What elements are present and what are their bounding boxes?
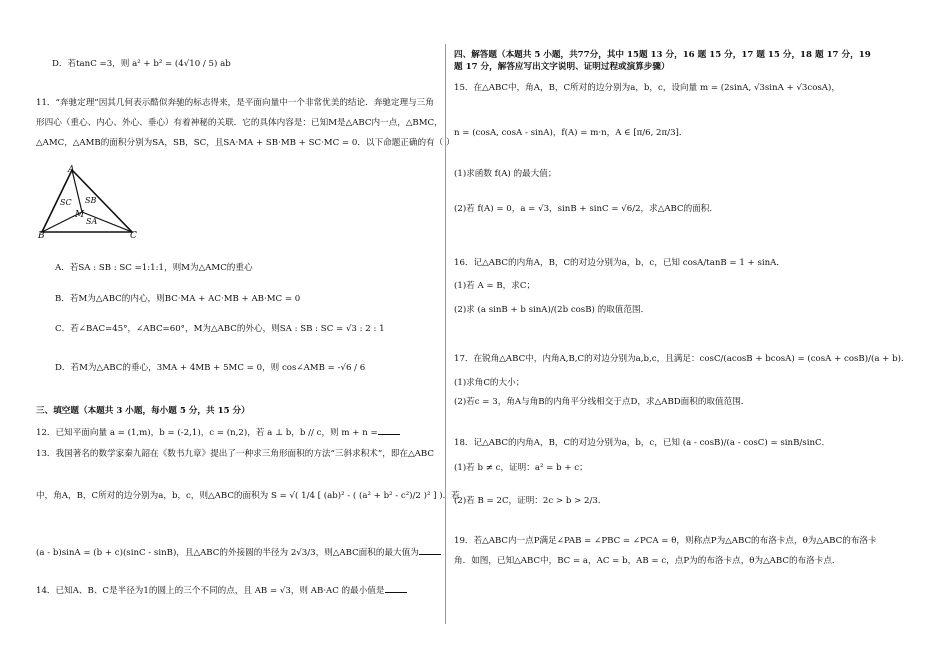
question-17-part-1: (1)求角C的大小； — [454, 378, 525, 388]
question-11-line-1: 11．“奔驰定理”因其几何表示酷似奔驰的标志得来，是平面向量中一个非常优美的结论．奔驰定理与三角 — [36, 98, 434, 108]
column-divider — [445, 44, 446, 624]
question-18-part-1: (1)若 b ≠ c，证明：a² = b + c； — [454, 463, 588, 473]
question-19-line-2: 角．如图，已知△ABC中，BC = a，AC = b，AB = c，点P为的布洛卡点，θ为△ABC的布洛卡点． — [454, 556, 841, 566]
question-16-part-1: (1)若 A = B，求C； — [454, 281, 536, 291]
question-17-line-1: 17．在锐角△ABC中，内角A,B,C的对边分别为a,b,c，且满足：cosC/(acosB + bcosA) = (cosA + cosB)/(a + b)． — [454, 354, 910, 364]
question-11-line-2: 形四心（重心、内心、外心、垂心）有着神秘的关联．它的具体内容是：已知M是△ABC内一点，△BMC， — [36, 118, 443, 128]
option-b: B．若M为△ABC的内心，则BC·MA + AC·MB + AB·MC = 0 — [55, 294, 301, 304]
left-column — [0, 0, 460, 672]
figure-label-b: B — [38, 231, 45, 241]
question-17-part-2: (2)若c = 3，角A与角B的内角平分线相交于点D，求△ABD面积的取值范围． — [454, 397, 750, 407]
question-15-part-2: (2)若 f(A) = 0，a = √3，sinB + sinC = √6/2，求△ABC的面积． — [454, 204, 718, 214]
right-column — [450, 0, 950, 672]
section-3-title: 三、填空题（本题共 3 小题，每小题 5 分，共 15 分） — [36, 406, 250, 416]
question-15-line-2: n = (cosA, cosA - sinA)，f(A) = m·n，A ∈ [π/6, 2π/3]． — [454, 128, 688, 138]
question-18-part-2: (2)若 B = 2C，证明：2c > b > 2/3． — [454, 496, 607, 506]
section-4-title-line-2: 题 17 分，解答应写出文字说明、证明过程或演算步骤） — [454, 62, 670, 72]
section-4-title-line-1: 四、解答题（本题共 5 小题，共77分，其中 15题 13 分，16 题 15 分，17 题 15 分，18 题 17 分，19 — [454, 50, 871, 60]
question-16-part-2: (2)求 (a sinB + b sinA)/(2b cosB) 的取值范围． — [454, 305, 650, 315]
figure-label-sc: SC — [60, 198, 72, 207]
figure-label-sb: SB — [85, 196, 97, 205]
question-11-line-3: △AMC，△AMB的面积分别为SA，SB，SC，且SA·MA + SB·MB + SC·MC = 0．以下命题正确的有（ ） — [36, 138, 455, 148]
option-c: C．若∠BAC=45°，∠ABC=60°，M为△ABC的外心，则SA : SB : SC = √3 : 2 : 1 — [55, 324, 385, 334]
question-19-line-1: 19．若△ABC内一点P满足∠PAB = ∠PBC = ∠PCA = θ，则称点P为△ABC的布洛卡点，θ为△ABC的布洛卡 — [454, 536, 877, 546]
figure-label-m: M — [75, 210, 85, 220]
question-13-text: (a - b)sinA = (b + c)(sinC - sinB)，且△ABC的外接圆的半径为 2√3/3，则△ABC面积的最大值为 — [36, 548, 419, 558]
question-14-text: 14．已知A、B、C是半径为1的圆上的三个不同的点，且 AB = √3，则 AB·AC 的最小值是 — [36, 586, 385, 596]
question-13-line-3 — [36, 545, 441, 559]
question-16-line-1: 16．记△ABC的内角A，B，C的对边分别为a，b，c，已知 cosA/tanB = 1 + sinA． — [454, 258, 785, 268]
question-13-line-2: 中，角A，B，C所对的边分别为a，b，c，则△ABC的面积为 S = √( 1/4 [ (ab)² - ( (a² + b² - c²)/2 )² ] )．若 — [36, 491, 460, 501]
question-14 — [36, 583, 407, 597]
figure-label-a: A — [68, 165, 75, 175]
question-12-text: 12．已知平面向量 a = (1,m)，b = (-2,1)，c = (n,2)，若 a ⊥ b，b // c，则 m + n = — [36, 428, 378, 438]
option-d-prev-question: D．若tanC =3，则 a² + b² = (4√10 / 5) ab — [52, 59, 231, 69]
question-12 — [36, 425, 400, 439]
question-13-line-1: 13．我国著名的数学家秦九韶在《数书九章》提出了一种求三角形面积的方法“三斜求积术”，即在△ABC — [36, 449, 434, 459]
answer-blank-13[interactable] — [419, 545, 441, 555]
question-15-line-1: 15．在△ABC中，角A，B，C所对的边分别为a，b，c，设向量 m = (2sinA, √3sinA + √3cosA)， — [454, 83, 840, 93]
answer-blank-12[interactable] — [378, 425, 400, 435]
figure-label-c: C — [130, 231, 137, 241]
question-18-line-1: 18．记△ABC的内角A，B，C的对边分别为a，b，c，已知 (a - cosB)/(a - cosC) = sinB/sinC． — [454, 438, 831, 448]
option-d: D．若M为△ABC的垂心，3MA + 4MB + 5MC = 0，则 cos∠AMB = -√6 / 6 — [55, 363, 366, 373]
option-a: A．若SA : SB : SC =1:1:1，则M为△AMC的重心 — [55, 263, 253, 273]
question-15-part-1: (1)求函数 f(A) 的最大值； — [454, 169, 557, 179]
answer-blank-14[interactable] — [385, 583, 407, 593]
figure-label-sa: SA — [86, 217, 98, 226]
